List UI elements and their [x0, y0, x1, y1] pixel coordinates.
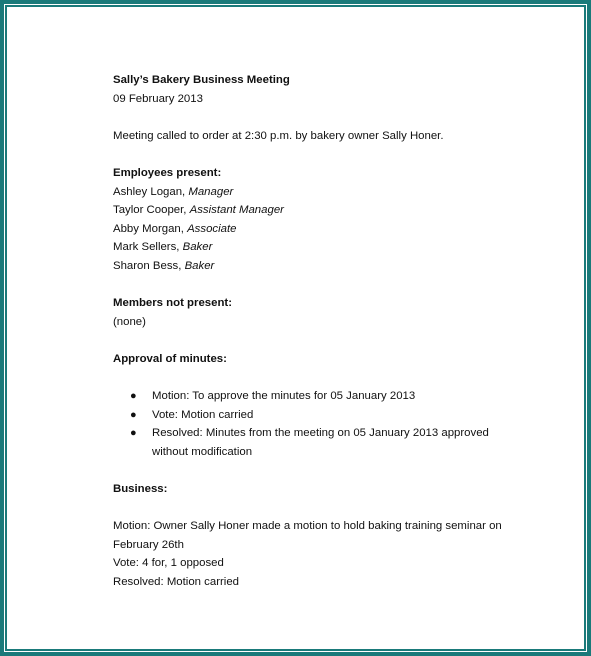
employee-name: Taylor Cooper,: [113, 204, 190, 217]
spacer: [113, 276, 553, 295]
employee-entry: [113, 257, 553, 276]
employees-heading: Employees present:: [113, 166, 222, 179]
bullet-text: without modification: [152, 445, 253, 458]
employee-role: Associate: [187, 222, 237, 235]
spacer: [113, 461, 553, 480]
employee-entry: [113, 220, 553, 239]
employee-role: Manager: [188, 185, 234, 198]
bullet-text: Motion: To approve the minutes for 05 January 2013: [152, 390, 416, 403]
opening-statement: Meeting called to order at 2:30 p.m. by bakery owner Sally Honer.: [113, 129, 444, 142]
approval-bullet-item: [113, 387, 553, 406]
document-title: Sally’s Bakery Business Meeting: [113, 74, 290, 86]
approval-bullet-item: [113, 424, 553, 443]
approval-bullet-continuation: [113, 443, 553, 462]
employee-entry: [113, 183, 553, 202]
employee-entry: [113, 238, 553, 257]
spacer: [113, 108, 553, 127]
employee-role: Baker: [184, 259, 215, 272]
spacer: [113, 331, 553, 350]
bullet-icon: ●: [130, 390, 137, 403]
business-heading: Business:: [113, 483, 168, 496]
bullet-text: Resolved: Minutes from the meeting on 05 January 2013 approved: [152, 427, 489, 440]
bullet-icon: ●: [130, 427, 137, 440]
employee-role: Assistant Manager: [189, 204, 284, 217]
business-line: February 26th: [113, 538, 184, 551]
bullet-icon: ●: [130, 408, 137, 421]
absent-heading: Members not present:: [113, 297, 232, 310]
spacer: [113, 145, 553, 164]
employee-name: Sharon Bess,: [113, 259, 185, 272]
employee-name: Ashley Logan,: [113, 185, 189, 198]
employee-name: Mark Sellers,: [113, 241, 183, 254]
meeting-minutes: [113, 71, 553, 592]
bullet-text: Vote: Motion carried: [152, 408, 254, 421]
business-line: Vote: 4 for, 1 opposed: [113, 557, 224, 570]
employee-role: Baker: [182, 241, 213, 254]
document-page: [7, 7, 584, 649]
employee-entry: [113, 201, 553, 220]
spacer: [113, 499, 553, 518]
employee-name: Abby Morgan,: [113, 222, 188, 235]
absent-value: (none): [113, 315, 146, 328]
business-line: Motion: Owner Sally Honer made a motion to hold baking training seminar on: [113, 520, 502, 533]
spacer: [113, 369, 553, 388]
document-date: 09 February 2013: [113, 92, 203, 105]
approval-heading: Approval of minutes:: [113, 352, 227, 365]
business-line: Resolved: Motion carried: [113, 576, 239, 589]
approval-bullet-item: [113, 406, 553, 425]
